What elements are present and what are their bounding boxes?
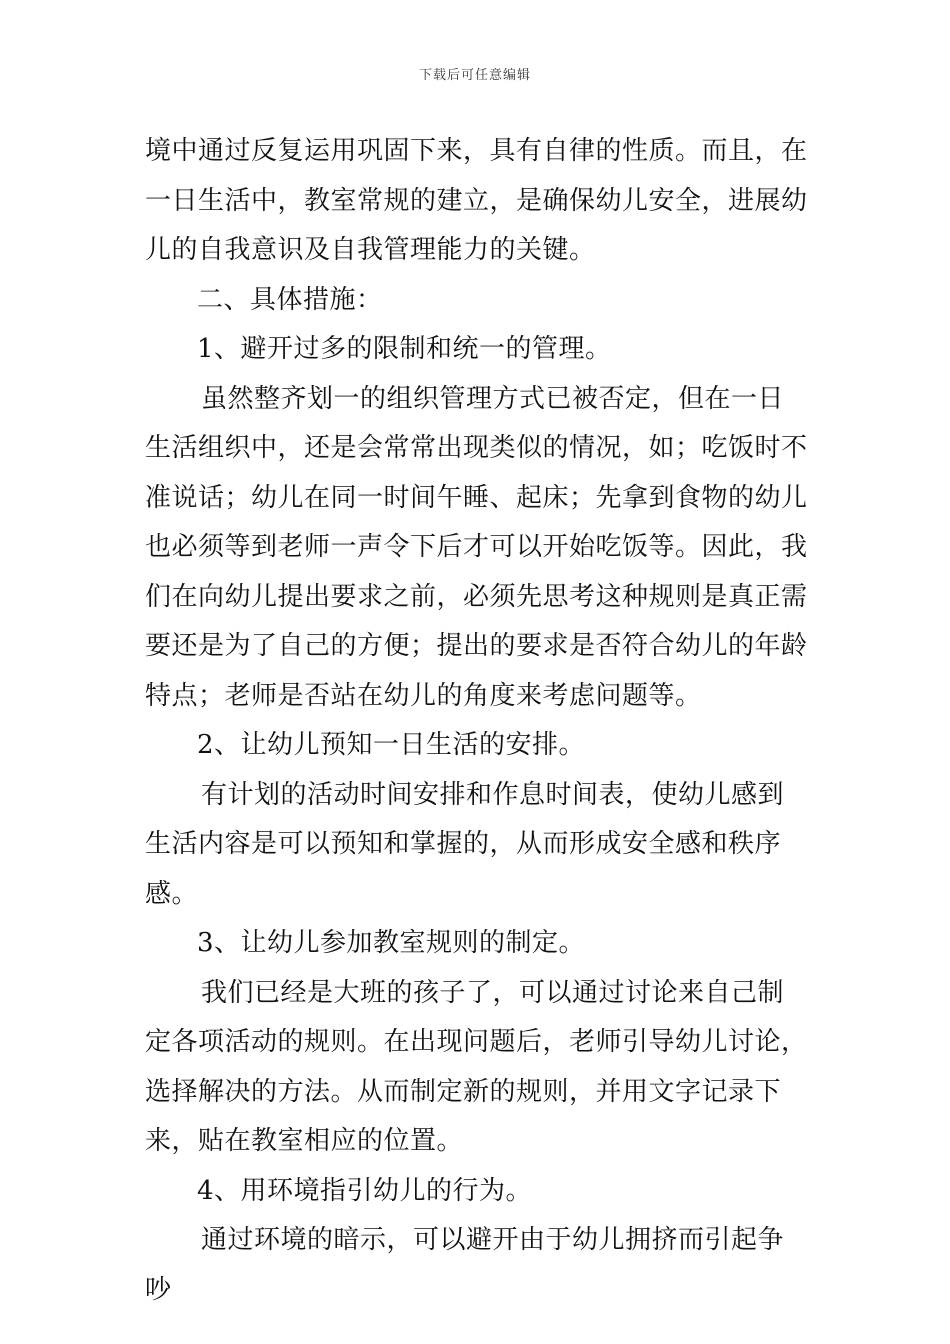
item-heading-2: 2、让幼儿预知一日生活的安排。 [197, 730, 586, 760]
item-heading-3: 3、让幼儿参加教室规则的制定。 [197, 928, 586, 958]
paragraph: 通过环境的暗示，可以避开由于幼儿拥挤而引起争吵 [145, 1225, 785, 1305]
document-body [145, 127, 809, 1315]
section-heading: 二、具体措施： [197, 284, 383, 315]
item-heading-4: 4、用环境指引幼儿的行为。 [197, 1175, 533, 1206]
paragraph-continuation: 境中通过反复运用巩固下来，具有自律的性质。而且，在一日生活中，教室常规的建立，是确保幼儿安全，进展幼儿的自我意识及自我管理能力的关键。 [145, 136, 808, 265]
paragraph: 有计划的活动时间安排和作息时间表，使幼儿感到生活内容是可以预知和掌握的，从而形成安全感和秩序感。 [145, 779, 785, 909]
item-heading-1: 1、避开过多的限制和统一的管理。 [197, 334, 612, 364]
paragraph: 我们已经是大班的孩子了，可以通过讨论来自己制定各项活动的规则。在出现问题后，老师引导幼儿讨论，选择解决的方法。从而制定新的规则，并用文字记录下来，贴在教室相应的位置。 [145, 977, 808, 1156]
page-header: 下载后可任意编辑 [418, 68, 531, 83]
paragraph: 虽然整齐划一的组织管理方式已被否定，但在一日生活组织中，还是会常常出现类似的情况，如；吃饭时不准说话；幼儿在同一时间午睡、起床；先拿到食物的幼儿也必须等到老师一声令下后才可以开始吃饭等。因此，我们在向幼儿提出要求之前，必须先思考这种规则是真正需要还是为了自己的方便；提出的要求是否符合幼儿的年龄特点；老师是否站在幼儿的角度来考虑问题等。 [145, 383, 808, 711]
